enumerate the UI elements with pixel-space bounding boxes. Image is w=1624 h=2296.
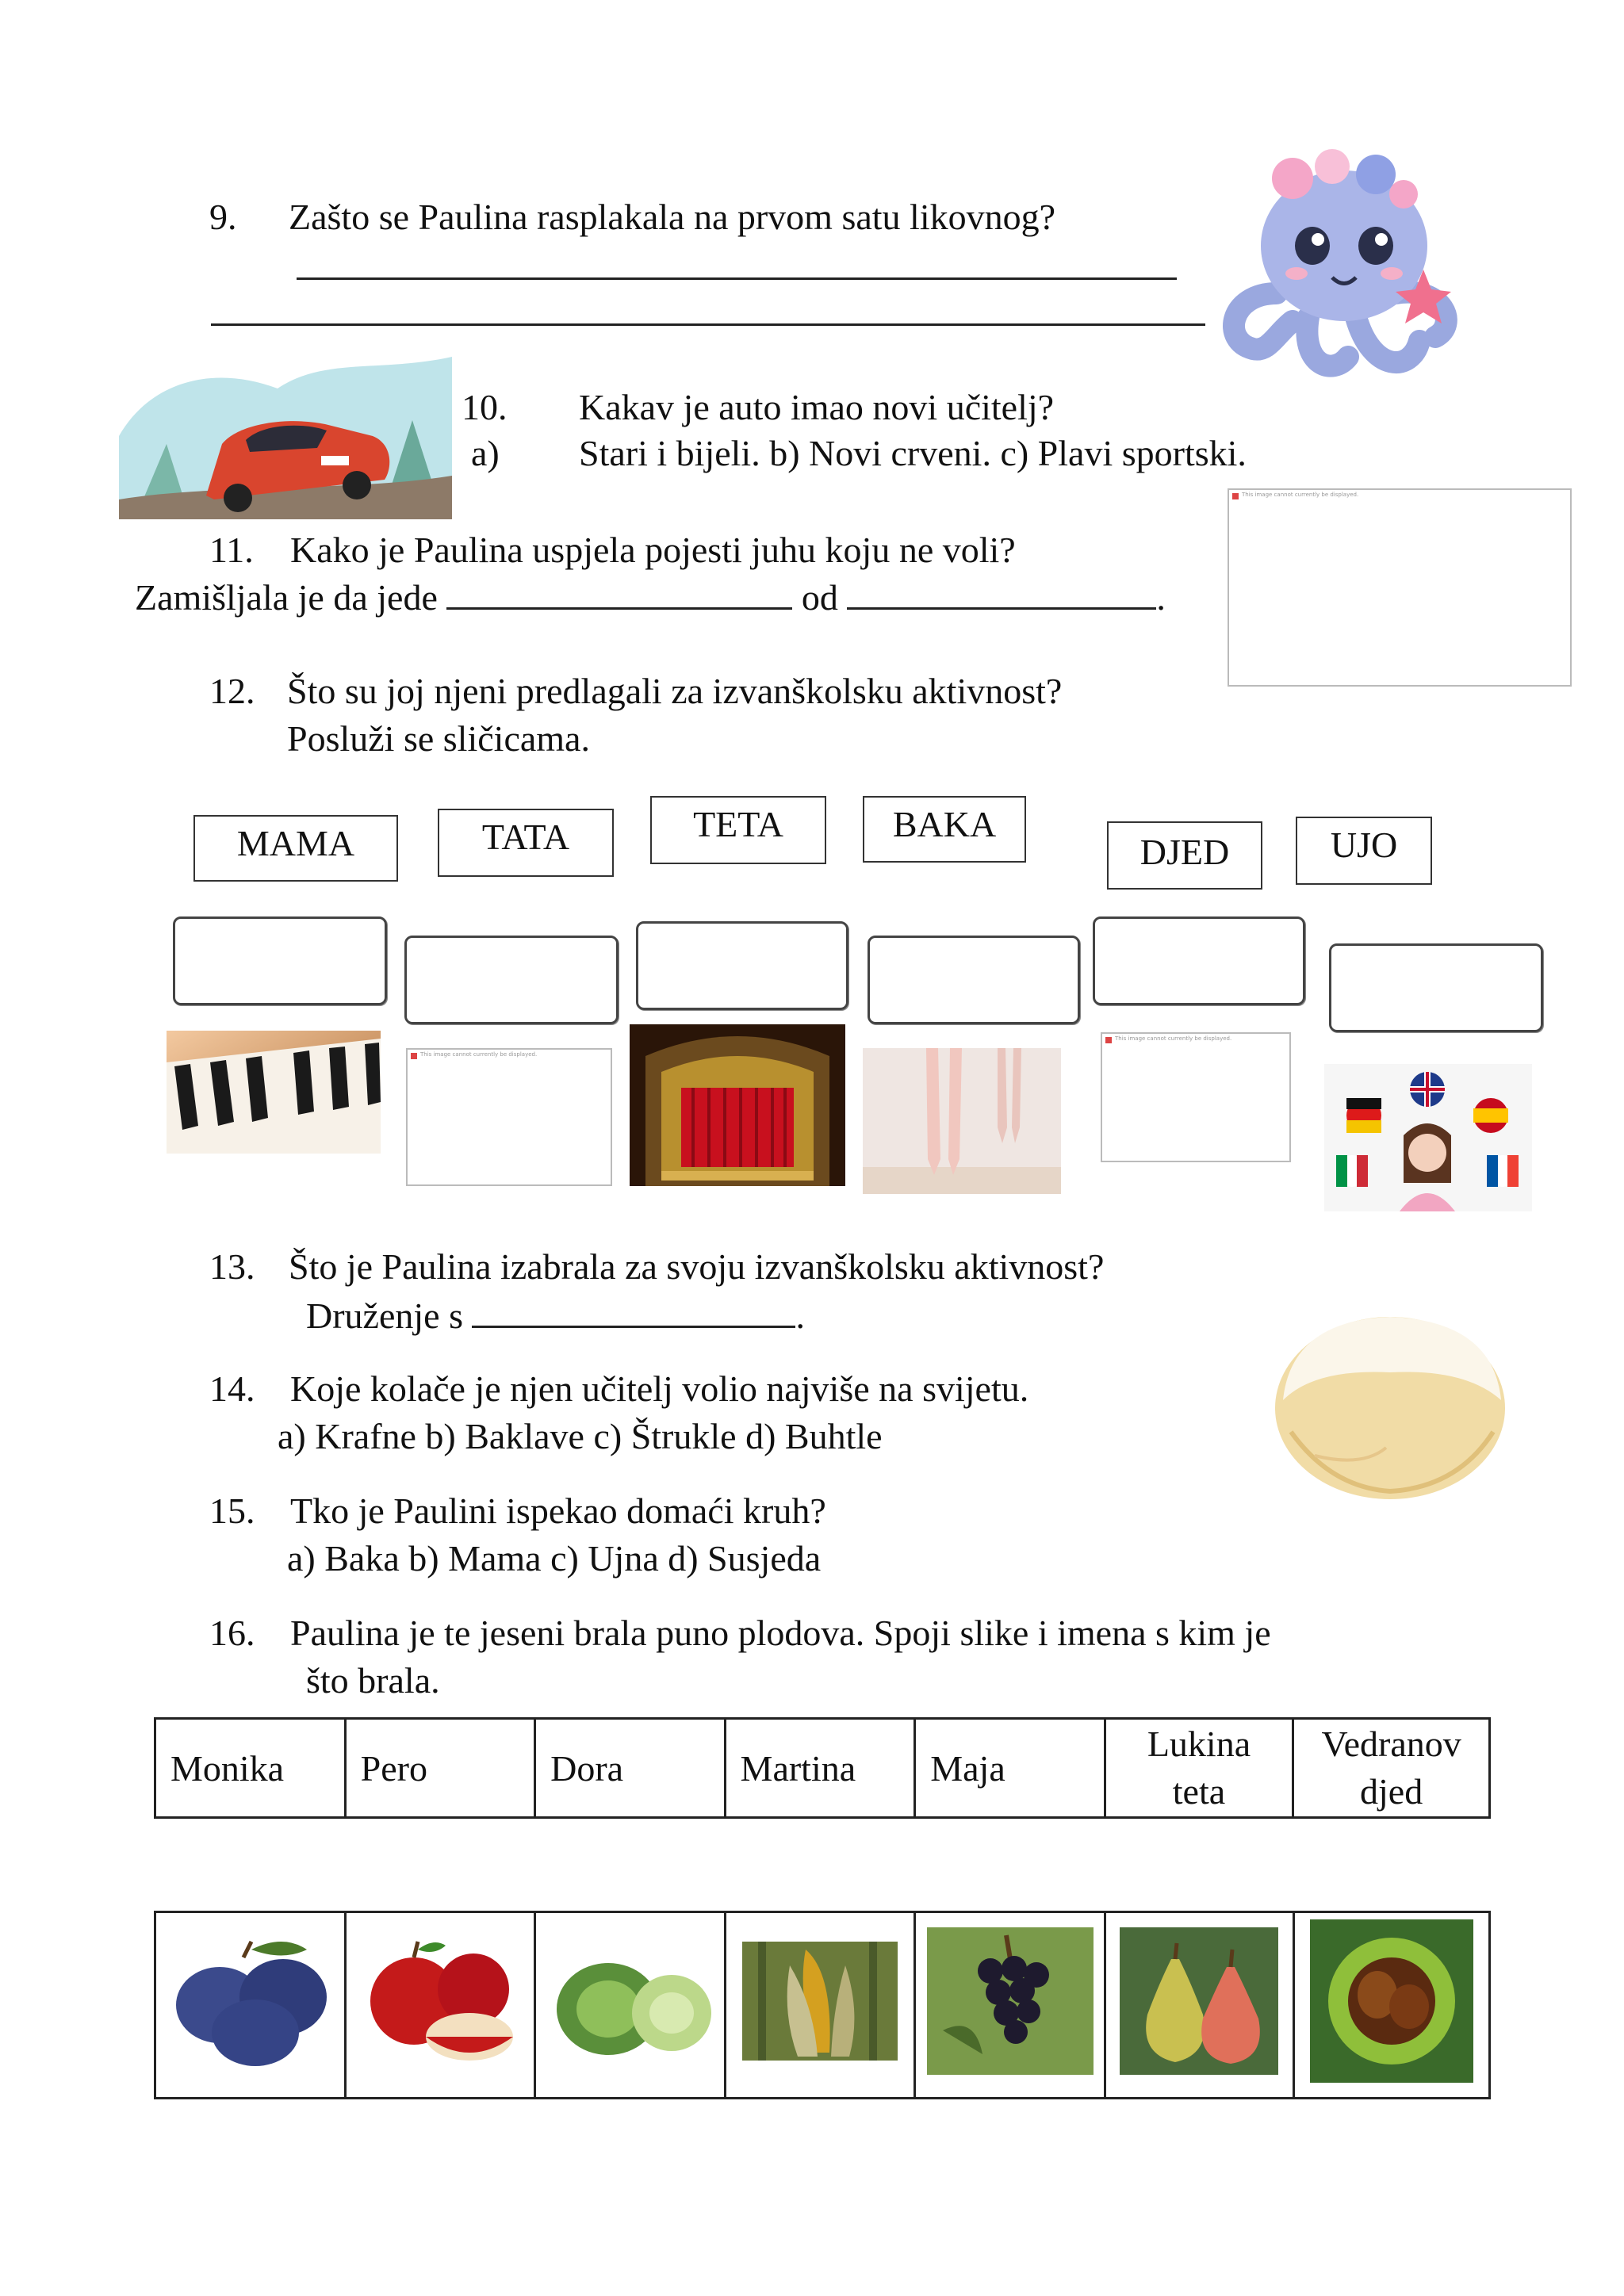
answer-box-mama[interactable] [173, 916, 387, 1005]
broken-image-placeholder-2: This image cannot currently be displayed. [406, 1048, 612, 1186]
q12-number: 12. [209, 671, 255, 711]
q16-number: 16. [209, 1613, 255, 1653]
q13-prefix: Druženje s [306, 1295, 463, 1336]
q10-question: Kakav je auto imao novi učitelj? [579, 387, 1055, 427]
octopus-illustration [1213, 135, 1475, 381]
q15-number: 15. [209, 1490, 255, 1531]
label-tata: TATA [438, 809, 614, 877]
cabbage-image [545, 1934, 716, 2068]
name-cell-vedranov-djed-line1: Vedranov [1321, 1724, 1461, 1764]
label-ujo: UJO [1296, 817, 1432, 885]
fruit-cell-pears[interactable] [1105, 1912, 1293, 2099]
name-cell-vedranov-djed [1293, 1719, 1490, 1818]
red-car-illustration [119, 349, 452, 519]
plums-image [164, 1934, 335, 2068]
q11-answer-line: Zamišljala je da jede od . [135, 572, 1166, 622]
names-table [154, 1717, 1491, 1819]
fruit-cell-cabbage[interactable] [535, 1912, 726, 2099]
name-cell-lukina-teta [1105, 1719, 1293, 1818]
apples-image [354, 1934, 526, 2068]
q11-prefix: Zamišljala je da jede [135, 577, 438, 618]
q9-answer-line-1[interactable] [297, 277, 1177, 280]
theatre-stage-image [630, 1024, 845, 1186]
corn-image [742, 1942, 898, 2061]
fruits-table [154, 1911, 1491, 2099]
q16-question: Paulina je te jeseni brala puno plodova. Spoji slike i imena s kim je [290, 1613, 1271, 1653]
ballet-feet-image [863, 1048, 1061, 1194]
q13-answer-line: Druženje s . [306, 1291, 805, 1340]
label-mama: MAMA [193, 815, 398, 882]
chestnuts-image [1310, 1919, 1473, 2083]
fruit-cell-chestnuts[interactable] [1293, 1912, 1490, 2099]
q11-blank-1[interactable] [446, 572, 792, 610]
q9-number: 9. [209, 197, 237, 237]
q15-question: Tko je Paulini ispekao domaći kruh? [290, 1490, 826, 1531]
name-cell-dora: Dora [535, 1719, 725, 1818]
q11-number: 11. [209, 530, 254, 570]
name-cell-maja: Maja [915, 1719, 1105, 1818]
q11-od: od [801, 577, 838, 618]
q13-question: Što je Paulina izabrala za svoju izvanškolsku aktivnost? [289, 1246, 1105, 1287]
piano-keys-image [167, 1031, 381, 1154]
languages-flags-image [1324, 1064, 1532, 1211]
name-cell-vedranov-djed-line2: djed [1360, 1771, 1423, 1812]
answer-box-teta[interactable] [636, 921, 848, 1010]
label-baka: BAKA [863, 796, 1026, 863]
fruit-cell-apples[interactable] [345, 1912, 535, 2099]
name-cell-pero: Pero [345, 1719, 534, 1818]
q16-question-cont: što brala. [306, 1660, 440, 1701]
q11-blank-2[interactable] [847, 572, 1156, 610]
q14-question: Koje kolače je njen učitelj volio najviše na svijetu. [290, 1368, 1029, 1409]
q9-question: Zašto se Paulina rasplakala na prvom satu likovnog? [289, 197, 1056, 237]
q11-question: Kako je Paulina uspjela pojesti juhu koju ne voli? [290, 530, 1016, 570]
fruit-cell-corn[interactable] [726, 1912, 915, 2099]
broken-image-placeholder: This image cannot currently be displayed. [1228, 488, 1572, 687]
fruit-cell-plums[interactable] [155, 1912, 346, 2099]
q13-number: 13. [209, 1246, 255, 1287]
q14-number: 14. [209, 1368, 255, 1409]
answer-box-ujo[interactable] [1329, 943, 1543, 1032]
q13-blank[interactable] [472, 1291, 795, 1328]
name-cell-lukina-teta-line1: Lukina [1147, 1724, 1251, 1764]
fruit-cell-grapes[interactable] [915, 1912, 1105, 2099]
answer-box-tata[interactable] [404, 936, 619, 1024]
label-teta: TETA [650, 796, 826, 864]
q10-option-letter: a) [471, 433, 500, 473]
name-cell-monika: Monika [155, 1719, 346, 1818]
q15-options: a) Baka b) Mama c) Ujna d) Susjeda [287, 1538, 822, 1578]
pastry-image [1267, 1297, 1513, 1511]
answer-box-djed[interactable] [1093, 916, 1305, 1005]
q10-number: 10. [462, 387, 508, 427]
q9-answer-line-2[interactable] [211, 323, 1205, 326]
q14-options: a) Krafne b) Baklave c) Štrukle d) Buhtle [278, 1416, 883, 1456]
pears-image [1120, 1927, 1278, 2075]
answer-box-baka[interactable] [868, 936, 1080, 1024]
q10-options: Stari i bijeli. b) Novi crveni. c) Plavi sportski. [579, 433, 1247, 473]
label-djed: DJED [1107, 821, 1262, 890]
name-cell-martina: Martina [725, 1719, 915, 1818]
broken-image-placeholder-3: This image cannot currently be displayed. [1101, 1032, 1291, 1162]
q12-question: Što su joj njeni predlagali za izvanškolsku aktivnost? [287, 671, 1063, 711]
name-cell-lukina-teta-line2: teta [1172, 1771, 1226, 1812]
q12-instruction: Posluži se sličicama. [287, 718, 590, 759]
grapes-image [927, 1927, 1094, 2075]
